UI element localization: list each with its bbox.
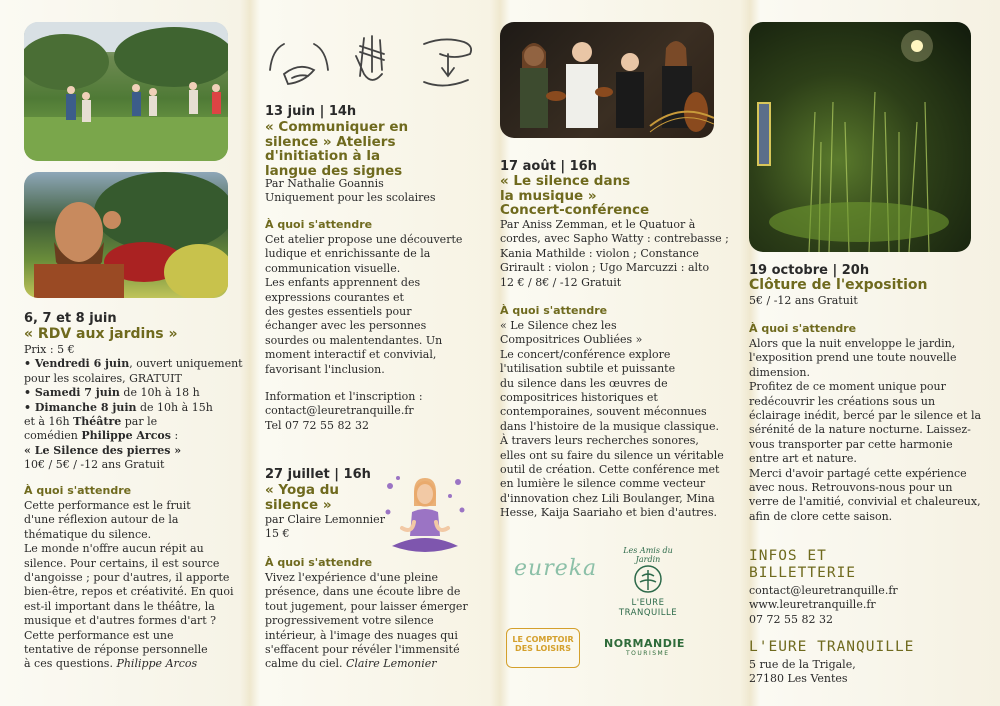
yoga-meditation-icon (384, 472, 466, 558)
subheading: À quoi s'attendre (265, 218, 373, 231)
event-title: « Yoga du silence » (265, 482, 339, 513)
garden-people-illustration (24, 22, 228, 161)
event-date: 17 août | 16h (500, 159, 597, 174)
infos-heading: INFOS ET BILLETTERIE (749, 548, 857, 581)
sign-language-icon (264, 30, 486, 92)
registration-info: Information et l'inscription : contact@leuretranquille.fr Tel 07 72 55 82 32 (265, 390, 423, 432)
night-garden-photo (749, 22, 971, 252)
event-description: Cet atelier propose une découverte ludique et enrichissante de la communication visuelle. Les enfants apprennent des expressions courantes et des gestes essentiels pour échanger avec les personnes sourdes ou malentendantes. Un moment interactif et convivial, favorisant l'inclusion. (265, 233, 463, 376)
subheading: À quoi s'attendre (500, 304, 608, 317)
column-4 (749, 0, 1000, 706)
garden-visit-photo (24, 22, 228, 161)
column-3 (500, 0, 750, 706)
contact-email[interactable]: contact@leuretranquille.fr (749, 584, 898, 597)
event-date: 13 juin | 14h (265, 104, 357, 119)
amis-du-jardin-logo: Les Amis du Jardin L'EURE TRANQUILLE (618, 546, 678, 618)
event-date: 27 juillet | 16h (265, 467, 371, 482)
price: Prix : 5 € (24, 343, 75, 356)
subheading: À quoi s'attendre (749, 322, 857, 335)
event-host: par Claire Lemonnier 15 € (265, 513, 385, 541)
detail-line: et à 16h Théâtre par le (24, 415, 158, 429)
event-date: 6, 7 et 8 juin (24, 311, 117, 326)
detail-line: comédien Philippe Arcos : (24, 429, 179, 443)
contact-email[interactable]: contact@leuretranquille.fr (265, 404, 414, 418)
event-details (24, 343, 246, 473)
event-description: Cette performance est le fruit d'une réflexion autour de la thématique du silence. Le monde n'offre aucun répit au silence. Pour certains, il est source d'angoisse ; pour d'autres, il apporte bien-être, repos et créativité. En quoi est-il important dans le théâtre, la musique et d'autres formes d'art ? Cette performance est une tentative de réponse personnelle à ces questions. Philippe Arcos (24, 499, 234, 671)
comptoir-des-loisirs-logo: LE COMPTOIR DES LOISIRS (506, 628, 580, 668)
string-quartet-photo (500, 22, 714, 138)
night-garden-illustration (749, 22, 971, 252)
column-1 (0, 0, 250, 706)
contact-phone[interactable]: 07 72 55 82 32 (749, 612, 833, 626)
event-description: Vivez l'expérience d'une pleine présence, dans une écoute libre de tout jugement, pour laisser émerger progressivement votre silence intérieur, à l'image des nuages qui s'effacent pour révéler l'immensité calme du ciel. Claire Lemonier (265, 571, 468, 671)
event-title: « Communiquer en silence » Ateliers d'initiation à la langue des signes (265, 119, 409, 179)
detail-line: 10€ / 5€ / -12 ans Gratuit (24, 458, 165, 472)
website-link[interactable]: www.leuretranquille.fr (749, 598, 876, 612)
subheading: À quoi s'attendre (24, 484, 132, 497)
detail-line: • Dimanche 8 juin de 10h à 15h (24, 400, 213, 414)
detail-line: « Le Silence des pierres » (24, 443, 182, 457)
actor-photo (24, 172, 228, 298)
musicians-illustration (500, 22, 714, 138)
event-date: 19 octobre | 20h (749, 263, 870, 278)
event-description: « Le Silence chez les Compositrices Oubliées » Le concert/conférence explore l'utilisation subtile et puissante du silence dans les œuvres de compositrices historiques et contemporaines, souvent méconnues dans l'histoire de la musique classique. À travers leurs recherches sonores, elles ont su faire du silence un véritable outil de création. Cette conférence met en lumière le silence comme vecteur d'innovation chez Lili Boulanger, Mina Hesse, Kaija Saariaho et bien d'autres. (500, 319, 724, 520)
event-title: « Le silence dans la musique » Concert-conférence (500, 173, 650, 218)
price: 5€ / -12 ans Gratuit (749, 294, 858, 307)
address: 5 rue de la Trigale, 27180 Les Ventes (749, 658, 856, 686)
event-title: Clôture de l'exposition (749, 277, 928, 293)
subheading: À quoi s'attendre (265, 556, 373, 569)
tree-logo-icon (630, 564, 666, 594)
event-title: « RDV aux jardins » (24, 326, 178, 342)
detail-line: • Samedi 7 juin de 10h à 18 h (24, 386, 200, 400)
event-description: Alors que la nuit enveloppe le jardin, l'exposition prend une toute nouvelle dimension. Profitez de ce moment unique pour redécouvrir les créations sous un éclairage inédit, bercé par le silence et la sérénité de la nature nocturne. Laissez- vous transporter par cette harmonie entre art et nature. Merci d'avoir partagé cette expérience avec nous. Retrouvons-nous pour un verre de l'amitié, convivial et chaleureux, afin de clore cette saison. (749, 337, 982, 523)
actor-illustration (24, 172, 228, 298)
detail-line: • Vendredi 6 juin, ouvert uniquement (24, 357, 243, 371)
contact-block (749, 584, 898, 627)
organization-name: L'EURE TRANQUILLE (749, 639, 915, 655)
detail-line: pour les scolaires, GRATUIT (24, 371, 182, 385)
column-2 (250, 0, 500, 706)
event-host: Par Nathalie Goannis Uniquement pour les scolaires (265, 177, 436, 205)
eureka-logo: eureka (514, 556, 598, 581)
event-performers: Par Aniss Zemman, et le Quatuor à cordes, avec Sapho Watty : contrebasse ; Kania Mathilde : violon ; Constance Grirault : violon ; Ugo Marcuzzi : alto 12 € / 8€ / -12 Gratuit (500, 218, 729, 289)
contact-phone[interactable]: Tel 07 72 55 82 32 (265, 418, 369, 432)
normandie-tourisme-logo: NORMANDIE TOURISME (604, 637, 685, 657)
